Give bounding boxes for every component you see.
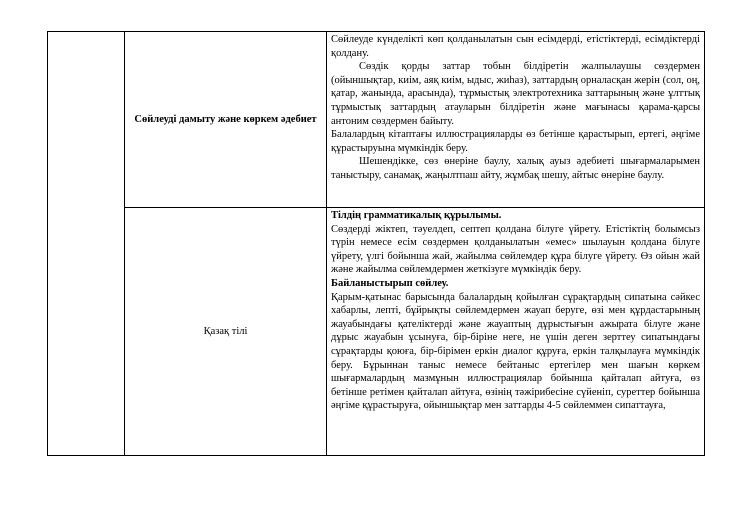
curriculum-table <box>47 31 705 456</box>
paragraph: Сөздерді жіктеп, тәуелдеп, септеп қолдана білуге үйрету. Етістіктің болымсыз түрін немесе есім сөздермен қолданылатын «емес» шылауын қолдана білуге үйрету, үлгі бойынша жай, жайылма сөйлемдер құра білуге үйрету. Өз ойын жай және жайылма сөйлемдермен жеткізуге мүмкіндік беру. <box>331 223 700 276</box>
paragraph: Сөздік қорды заттар тобын білдіретін жалпылаушы сөздермен (ойыншықтар, киім, аяқ киім, ыдыс, жиһаз), заттардың орналасқан жерін (сол, оң, қатар, жанында, арасында), тұрмыстық электротехника заттарының және ұлттық тұрмыстық заттардың атауларын білдіретін және мағынасы қарама-қарсы антоним сөздермен байыту. <box>331 61 700 127</box>
paragraph: Сөйлеуде күнделікті көп қолданылатын сын есімдерді, етістіктерді, есімдіктерді қолдану. <box>331 34 700 59</box>
subject-cell-speech-development: Сөйлеуді дамыту және көркем әдебиет <box>125 32 327 208</box>
section-heading: Тілдің грамматикалық құрылымы. <box>331 210 502 221</box>
table-row <box>48 208 705 456</box>
content-cell-kazakh-language <box>327 208 705 456</box>
content-cell-speech-development <box>327 32 705 208</box>
paragraph: Қарым-қатынас барысында балалардың қойылған сұрақтардың сипатына сәйкес хабарлы, лепті, бұйрықты сөйлемдермен жауап беруге, өзі мен құрдастарының жауабындағы қателіктерді және жауаптың дұрыстығын ажырата білуге және дұрыс жауабын ұсынуға, бір-біріне неге, не үшін деген зерттеу сипатындағы сұрақтарды қоюға, бір-бірімен еркін диалог құруға, еркін талқылауға мүмкіндік беру. Бұрыннан таныс немесе бейтаныс ертегілер мен шағын көркем шығармалардың мазмұнын иллюстрациялар бойынша қайталап айтуға, өз бетінше ретімен қайталап айтуға, өзінің тәжірибесіне сүйеніп, суреттер бойынша әңгіме құрастыруға, ойыншықтар мен заттарды 4-5 сөйлеммен сипаттауға, <box>331 291 700 412</box>
paragraph: Шешендікке, сөз өнеріне баулу, халық ауыз әдебиеті шығармаларымен таныстыру, санамақ, жаңылтпаш айту, жұмбақ шешу, айтыс өнеріне баулу. <box>331 156 700 181</box>
paragraph: Балалардың кітаптағы иллюстрацияларды өз бетінше қарастырып, ертегі, әңгіме құрастыруына мүмкіндік беру. <box>331 129 700 154</box>
subject-cell-kazakh-language: Қазақ тілі <box>125 208 327 456</box>
section-heading: Байланыстырып сөйлеу. <box>331 277 449 289</box>
area-cell <box>48 32 125 456</box>
table-row <box>48 32 705 208</box>
